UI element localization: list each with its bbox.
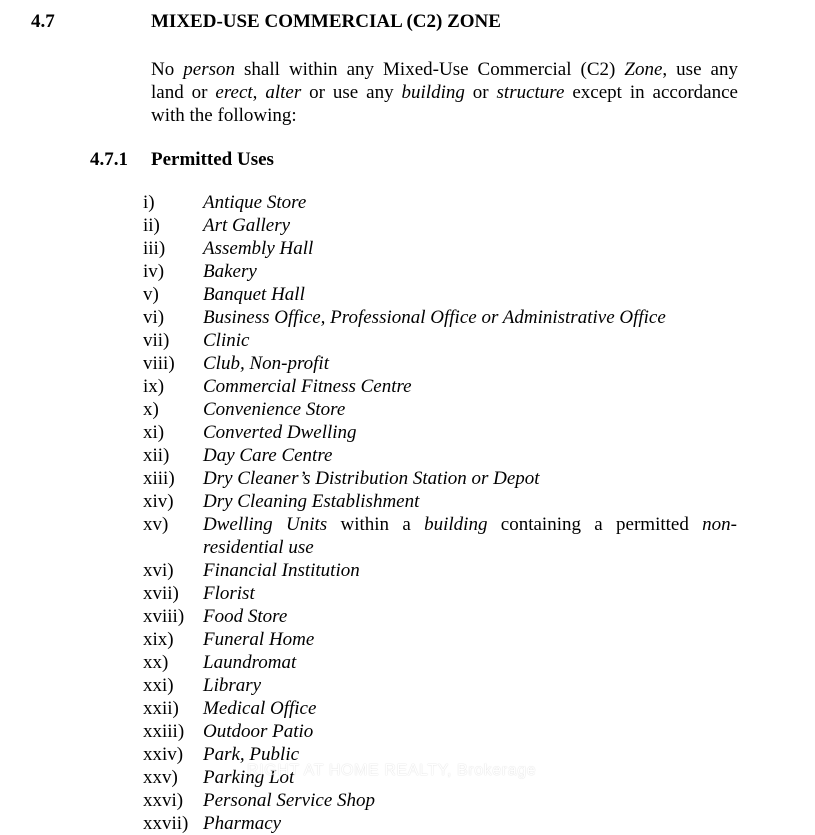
item-number: xviii) xyxy=(143,606,185,627)
list-item xyxy=(143,214,743,237)
list-item xyxy=(143,513,743,559)
intro-text: or use any xyxy=(301,82,402,103)
list-item xyxy=(143,720,743,743)
item-number: x) xyxy=(143,399,159,420)
item-number: v) xyxy=(143,284,159,305)
item-text: Medical Office xyxy=(203,698,317,719)
item-number: xxii) xyxy=(143,698,179,719)
subsection-title: Permitted Uses xyxy=(151,149,274,170)
item-text: Laundromat xyxy=(203,652,297,673)
item-number: xv) xyxy=(143,514,169,535)
defined-term: Zone xyxy=(624,59,663,80)
item-text: Parking Lot xyxy=(203,767,295,788)
item-text: Funeral Home xyxy=(203,629,315,650)
list-item xyxy=(143,260,743,283)
item-number: iii) xyxy=(143,238,166,259)
list-item xyxy=(143,375,743,398)
item-number: iv) xyxy=(143,261,165,282)
item-text: Library xyxy=(203,675,262,696)
item-text: Art Gallery xyxy=(203,215,291,236)
item-text-line-2: residential use xyxy=(203,537,314,558)
defined-term: person xyxy=(183,59,235,80)
list-item xyxy=(143,444,743,467)
list-item xyxy=(143,582,743,605)
item-text: Pharmacy xyxy=(203,813,282,834)
item-number: xvi) xyxy=(143,560,174,581)
item-text: Park, Public xyxy=(203,744,300,765)
item-text: Bakery xyxy=(203,261,257,282)
item-text: Food Store xyxy=(203,606,288,627)
list-item xyxy=(143,490,743,513)
item-text: Florist xyxy=(203,583,255,604)
item-text: Convenience Store xyxy=(203,399,346,420)
list-item xyxy=(143,421,743,444)
item-text: Antique Store xyxy=(203,192,307,213)
list-item xyxy=(143,628,743,651)
item-number: xxvi) xyxy=(143,790,184,811)
list-item xyxy=(143,789,743,812)
permitted-uses-list xyxy=(143,191,743,835)
defined-term: non- xyxy=(702,514,737,535)
defined-term: erect xyxy=(215,82,253,103)
list-item xyxy=(143,306,743,329)
item-text: Converted Dwelling xyxy=(203,422,357,443)
item-text: Club, Non-profit xyxy=(203,353,329,374)
list-item xyxy=(143,467,743,490)
list-item xyxy=(143,651,743,674)
item-text: Commercial Fitness Centre xyxy=(203,376,412,397)
intro-text: No xyxy=(151,59,184,80)
defined-term: alter xyxy=(265,82,302,103)
intro-paragraph xyxy=(151,58,738,127)
item-number: xiii) xyxy=(143,468,175,489)
item-number: xvii) xyxy=(143,583,179,604)
defined-term: building xyxy=(424,514,488,535)
item-text: Financial Institution xyxy=(203,560,360,581)
intro-text: shall within any Mixed-Use Commercial (C2) xyxy=(235,59,625,80)
item-number: vii) xyxy=(143,330,170,351)
list-item xyxy=(143,283,743,306)
item-text xyxy=(203,513,737,559)
intro-line-1 xyxy=(151,58,738,81)
list-item xyxy=(143,812,743,835)
item-number: vi) xyxy=(143,307,165,328)
list-item xyxy=(143,398,743,421)
intro-text: except in accordance xyxy=(564,82,738,103)
intro-text: land or xyxy=(151,82,216,103)
intro-line-2 xyxy=(151,81,738,104)
item-number: xix) xyxy=(143,629,174,650)
intro-line-3: with the following: xyxy=(151,105,297,126)
item-number: xxiii) xyxy=(143,721,185,742)
defined-term: building xyxy=(401,82,465,103)
plain-text: within a xyxy=(327,514,425,535)
item-text: Banquet Hall xyxy=(203,284,305,305)
item-number: xxi) xyxy=(143,675,174,696)
list-item xyxy=(143,559,743,582)
intro-text: , xyxy=(252,82,266,103)
list-item xyxy=(143,352,743,375)
intro-text: , use any xyxy=(662,59,738,80)
item-text: Personal Service Shop xyxy=(203,790,376,811)
item-number: ix) xyxy=(143,376,165,397)
item-text: Outdoor Patio xyxy=(203,721,314,742)
subsection-number: 4.7.1 xyxy=(90,149,128,170)
item-text: Dry Cleaner’s Distribution Station or Depot xyxy=(203,468,540,489)
list-item xyxy=(143,329,743,352)
item-number: xxvii) xyxy=(143,813,189,834)
item-text: Day Care Centre xyxy=(203,445,333,466)
item-text-line-1 xyxy=(203,513,737,536)
list-item xyxy=(143,605,743,628)
defined-term: Dwelling Units xyxy=(203,514,328,535)
item-number: ii) xyxy=(143,215,160,236)
item-text: Business Office, Professional Office or Administrative Office xyxy=(203,307,666,328)
section-title: MIXED-USE COMMERCIAL (C2) ZONE xyxy=(151,11,501,32)
intro-text: or xyxy=(464,82,497,103)
item-number: viii) xyxy=(143,353,175,374)
item-text: Assembly Hall xyxy=(203,238,314,259)
item-text: Clinic xyxy=(203,330,250,351)
brokerage-watermark: RIGHT AT HOME REALTY, Brokerage xyxy=(247,762,537,779)
section-number: 4.7 xyxy=(31,11,55,32)
plain-text: containing a permitted xyxy=(487,514,703,535)
list-item xyxy=(143,191,743,214)
item-number: xxiv) xyxy=(143,744,184,765)
item-number: xi) xyxy=(143,422,165,443)
item-number: xxv) xyxy=(143,767,178,788)
defined-term: structure xyxy=(496,82,565,103)
list-item xyxy=(143,237,743,260)
item-number: xiv) xyxy=(143,491,174,512)
item-number: xx) xyxy=(143,652,169,673)
item-number: xii) xyxy=(143,445,170,466)
item-number: i) xyxy=(143,192,155,213)
item-text: Dry Cleaning Establishment xyxy=(203,491,420,512)
list-item xyxy=(143,697,743,720)
list-item xyxy=(143,674,743,697)
